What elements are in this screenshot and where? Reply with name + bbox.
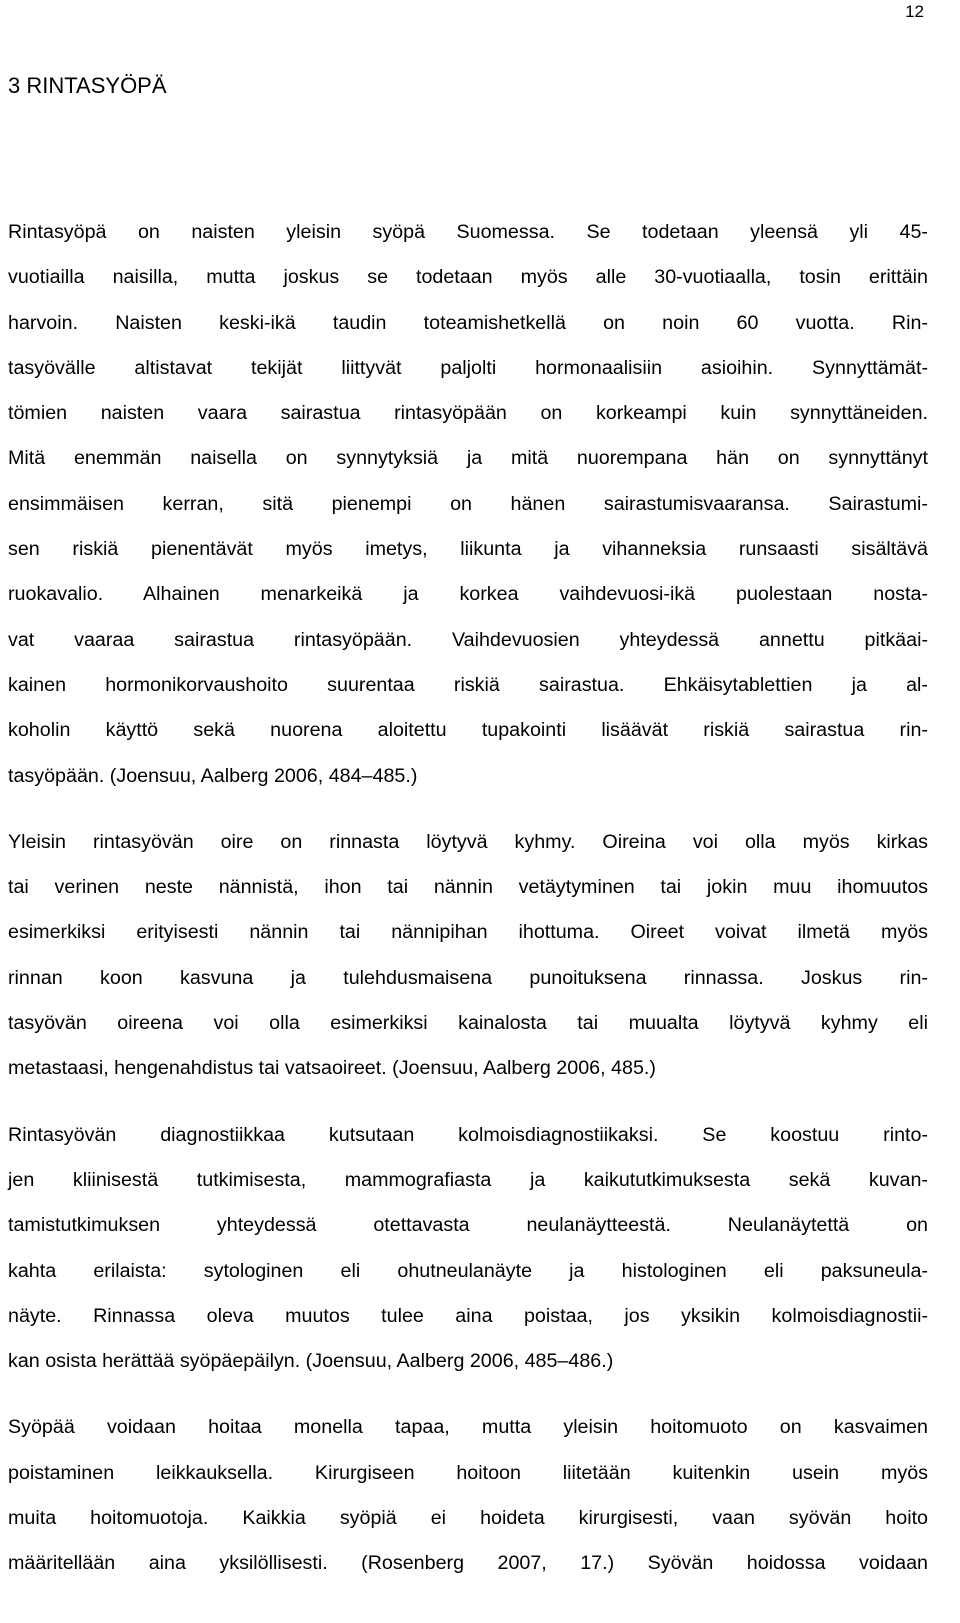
paragraph-risk-factors — [8, 210, 928, 799]
text-line: Yleisin rintasyövän oire on rinnasta löytyvä kyhmy. Oireina voi olla myös kirkas — [8, 830, 928, 853]
paragraph-spacer — [8, 1384, 928, 1405]
text-line: rinnan koon kasvuna ja tulehdusmaisena punoituksena rinnassa. Joskus rin- — [8, 966, 928, 989]
text-line: määritellään aina yksilöllisesti. (Rosenberg 2007, 17.) Syövän hoidossa voidaan — [8, 1552, 928, 1575]
text-line: Mitä enemmän naisella on synnytyksiä ja mitä nuorempana hän on synnyttänyt — [8, 447, 928, 470]
text-line: tömien naisten vaara sairastua rintasyöpään on korkeampi kuin synnyttäneiden. — [8, 402, 928, 425]
text-line: metastaasi, hengenahdistus tai vatsaoireet. (Joensuu, Aalberg 2006, 485.) — [8, 1057, 656, 1080]
text-line: sen riskiä pienentävät myös imetys, liikunta ja vihanneksia runsaasti sisältävä — [8, 538, 928, 561]
text-line: vuotiailla naisilla, mutta joskus se todetaan myös alle 30-vuotiaalla, tosin erittäin — [8, 266, 928, 289]
text-line: vat vaaraa sairastua rintasyöpään. Vaihdevuosien yhteydessä annettu pitkäai- — [8, 628, 928, 651]
text-line: poistaminen leikkauksella. Kirurgiseen hoitoon liitetään kuitenkin usein myös — [8, 1461, 928, 1484]
paragraph-symptoms — [8, 820, 928, 1092]
text-line: muita hoitomuotoja. Kaikkia syöpiä ei hoideta kirurgisesti, vaan syövän hoito — [8, 1507, 928, 1530]
text-line: tasyövälle altistavat tekijät liittyvät paljolti hormonaalisiin asioihin. Synnyttämät- — [8, 356, 928, 379]
text-line: esimerkiksi erityisesti nännin tai nännipihan ihottuma. Oireet voivat ilmetä myös — [8, 921, 928, 944]
text-line: tamistutkimuksen yhteydessä otettavasta neulanäytteestä. Neulanäytettä on — [8, 1214, 928, 1237]
text-line: kan osista herättää syöpäepäilyn. (Joensuu, Aalberg 2006, 485–486.) — [8, 1350, 614, 1373]
text-line: harvoin. Naisten keski-ikä taudin toteamishetkellä on noin 60 vuotta. Rin- — [8, 311, 928, 334]
text-line: ruokavalio. Alhainen menarkeikä ja korkea vaihdevuosi-ikä puolestaan nosta- — [8, 583, 928, 606]
text-line: koholin käyttö sekä nuorena aloitettu tupakointi lisäävät riskiä sairastua rin- — [8, 719, 928, 742]
text-line: ensimmäisen kerran, sitä pienempi on hänen sairastumisvaaransa. Sairastumi- — [8, 492, 928, 515]
chapter-heading: 3 RINTASYÖPÄ — [8, 73, 167, 98]
text-line: näyte. Rinnassa oleva muutos tulee aina poistaa, jos yksikin kolmoisdiagnostii- — [8, 1304, 928, 1327]
paragraph-spacer — [8, 799, 928, 820]
text-line: jen kliinisestä tutkimisesta, mammografiasta ja kaikututkimuksesta sekä kuvan- — [8, 1168, 928, 1191]
paragraph-diagnostics — [8, 1113, 928, 1385]
text-line: kahta erilaista: sytologinen eli ohutneulanäyte ja histologinen eli paksuneula- — [8, 1259, 928, 1282]
body-text — [8, 210, 928, 1587]
text-line: Rintasyövän diagnostiikkaa kutsutaan kolmoisdiagnostiikaksi. Se koostuu rinto- — [8, 1123, 928, 1146]
text-line: tasyöpään. (Joensuu, Aalberg 2006, 484–485.) — [8, 764, 418, 787]
paragraph-spacer — [8, 1092, 928, 1113]
page-number: 12 — [905, 2, 924, 21]
paragraph-treatment — [8, 1405, 928, 1586]
text-line: Rintasyöpä on naisten yleisin syöpä Suomessa. Se todetaan yleensä yli 45- — [8, 221, 928, 243]
text-line: Syöpää voidaan hoitaa monella tapaa, mutta yleisin hoitomuoto on kasvaimen — [8, 1416, 928, 1439]
text-line: tasyövän oireena voi olla esimerkiksi kainalosta tai muualta löytyvä kyhmy eli — [8, 1012, 928, 1035]
text-line: kainen hormonikorvaushoito suurentaa riskiä sairastua. Ehkäisytablettien ja al- — [8, 673, 928, 696]
text-line: tai verinen neste nännistä, ihon tai nännin vetäytyminen tai jokin muu ihomuutos — [8, 876, 928, 899]
